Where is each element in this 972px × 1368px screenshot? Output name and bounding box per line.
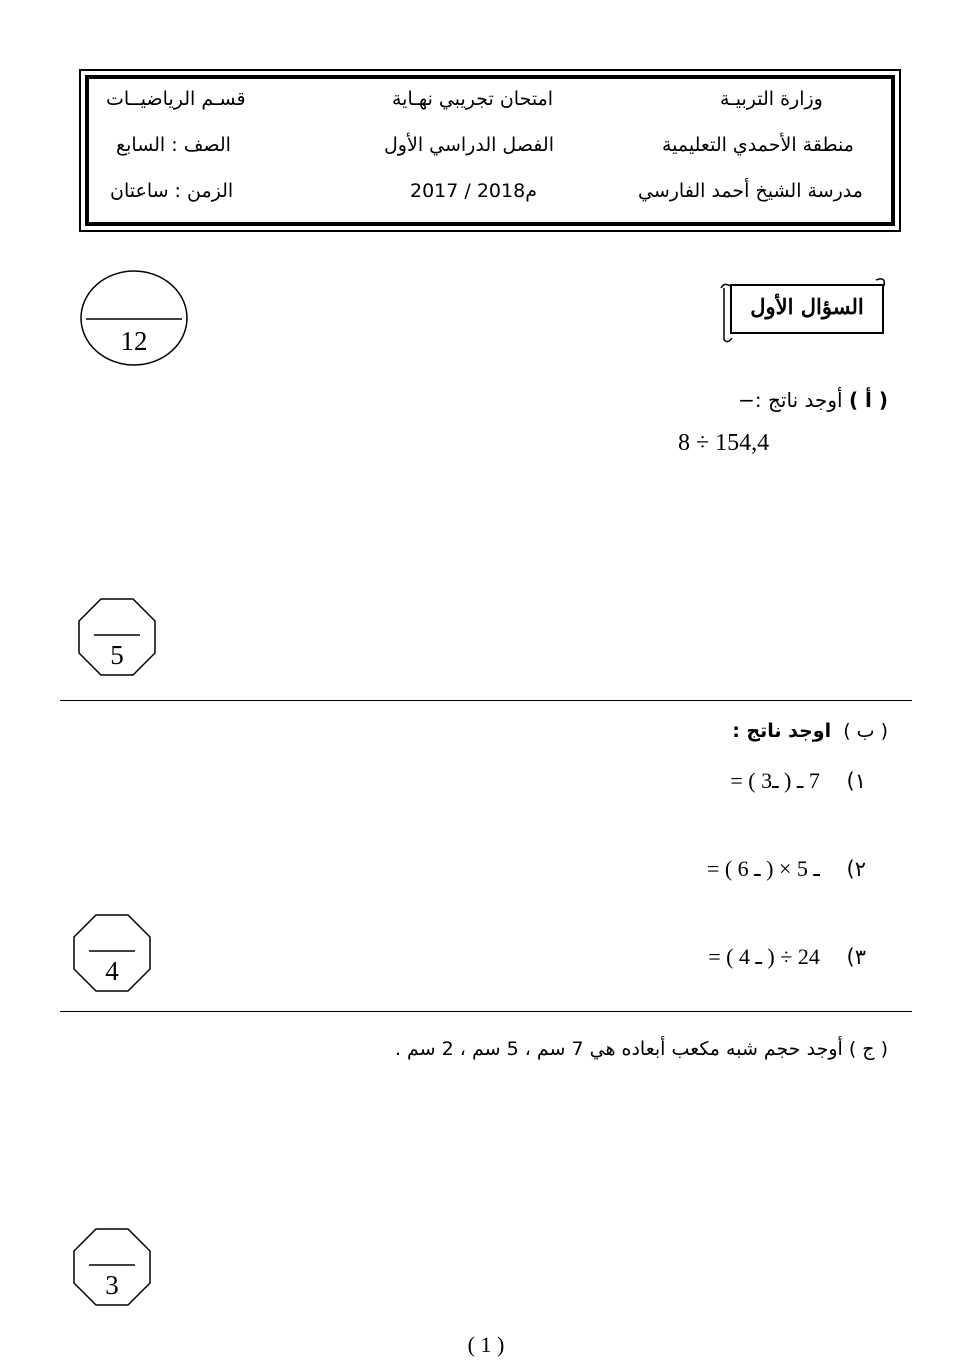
item-number: ٢) bbox=[846, 857, 866, 881]
part-b-heading bbox=[732, 720, 888, 742]
part-c-heading bbox=[395, 1038, 888, 1060]
grade-label: الصف : السابع bbox=[116, 134, 231, 156]
question-title-banner bbox=[720, 278, 886, 336]
section-divider-2 bbox=[60, 1011, 912, 1012]
total-score-circle bbox=[78, 268, 190, 368]
part-b-score-value: 4 bbox=[105, 956, 119, 986]
page-number: ( 1 ) bbox=[467, 1332, 505, 1357]
part-b-prompt: اوجد ناتج : bbox=[732, 720, 832, 742]
department-name: قسـم الرياضيــات bbox=[106, 88, 246, 110]
item-expression: 7 ـ ( ـ3 ) = bbox=[730, 768, 820, 793]
total-score-value: 12 bbox=[120, 326, 148, 356]
part-c-score-octagon bbox=[73, 1228, 151, 1306]
part-b-score-octagon bbox=[73, 914, 151, 992]
district-name: منطقة الأحمدي التعليمية bbox=[662, 134, 854, 156]
item-expression: ـ 5 × ( ـ 6 ) = bbox=[706, 856, 820, 881]
part-b-item-2 bbox=[707, 856, 866, 882]
part-b-item-3 bbox=[708, 944, 866, 970]
semester-label: الفصل الدراسي الأول bbox=[384, 134, 554, 156]
ministry-name: وزارة التربيـة bbox=[720, 88, 823, 110]
part-c-prompt: أوجد حجم شبه مكعب أبعاده هي 7 سم ، 5 سم ، 2 سم . bbox=[394, 1038, 843, 1060]
part-b-item-1 bbox=[730, 768, 866, 794]
part-c-label: ( ج ) bbox=[848, 1038, 888, 1060]
part-a-score-value: 5 bbox=[110, 640, 124, 670]
exam-title: امتحان تجريبي نهـاية bbox=[392, 88, 554, 110]
part-a-score-octagon bbox=[78, 598, 156, 676]
question-title: السؤال الأول bbox=[750, 294, 864, 319]
school-name: مدرسة الشيخ أحمد الفارسي bbox=[638, 180, 863, 202]
part-b-label: ( ب ) bbox=[843, 720, 888, 742]
item-expression: 24 ÷ ( ـ 4 ) = bbox=[708, 944, 820, 969]
banner-frame bbox=[730, 284, 884, 334]
academic-year: 2017 / 2018م bbox=[410, 180, 537, 202]
part-c-score-value: 3 bbox=[105, 1270, 119, 1300]
section-divider-1 bbox=[60, 700, 912, 701]
item-number: ١) bbox=[846, 769, 866, 793]
part-a-label: ( أ ) bbox=[848, 388, 888, 412]
part-a-heading bbox=[738, 388, 888, 412]
part-a-expression: 8 ÷ 154,4 bbox=[678, 430, 770, 456]
exam-time: الزمن : ساعتان bbox=[110, 180, 234, 202]
part-a-prompt: أوجد ناتج :− bbox=[738, 388, 843, 412]
item-number: ٣) bbox=[846, 945, 866, 969]
